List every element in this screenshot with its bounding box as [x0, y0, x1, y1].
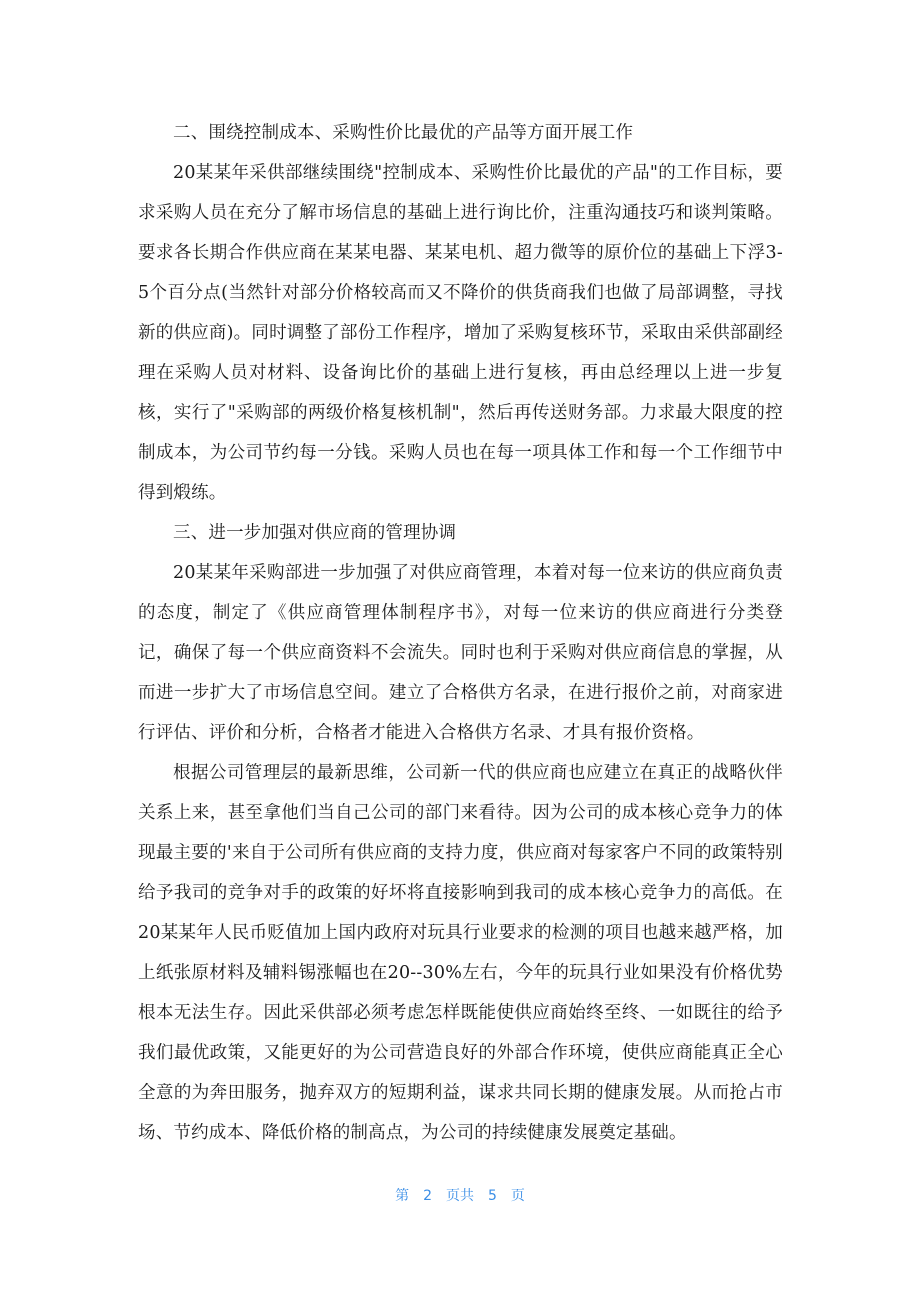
- document-body: [138, 113, 783, 1153]
- paragraph-strategic-partnership: 根据公司管理层的最新思维，公司新一代的供应商也应建立在真正的战略伙伴关系上来，甚至拿他们当自己公司的部门来看待。因为公司的成本核心竞争力的体现最主要的'来自于公司所有供应商的支持力度，供应商对每家客户不同的政策特别给予我司的竞争对手的政策的好坏将直接影响到我司的成本核心竞争力的高低。在20某某年人民币贬值加上国内政府对玩具行业要求的检测的项目也越来越严格，加上纸张原材料及辅料锡涨幅也在20--30%左右，今年的玩具行业如果没有价格优势根本无法生存。因此采供部必须考虑怎样既能使供应商始终至终、一如既往的给予我们最优政策，又能更好的为公司营造良好的外部合作环境，使供应商能真正全心全意的为奔田服务，抛弃双方的短期利益，谋求共同长期的健康发展。从而抢占市场、节约成本、降低价格的制高点，为公司的持续健康发展奠定基础。: [138, 763, 783, 1143]
- section-heading-two: 二、围绕控制成本、采购性价比最优的产品等方面开展工作: [173, 123, 634, 143]
- footer-middle: 页共: [446, 1188, 474, 1204]
- footer-suffix: 页: [510, 1188, 525, 1204]
- paragraph-supplier-management: 20某某年采购部进一步加强了对供应商管理，本着对每一位来访的供应商负责的态度，制定了《供应商管理体制程序书》，对每一位来访的供应商进行分类登记，确保了每一个供应商资料不会流失。同时也利于采购对供应商信息的掌握，从而进一步扩大了市场信息空间。建立了合格供方名录，在进行报价之前，对商家进行评估、评价和分析，合格者才能进入合格供方名录、才具有报价资格。: [138, 563, 783, 743]
- total-pages-number: 5: [488, 1188, 497, 1204]
- paragraph-cost-control: 20某某年采供部继续围绕"控制成本、采购性价比最优的产品"的工作目标，要求采购人员在充分了解市场信息的基础上进行询比价，注重沟通技巧和谈判策略。要求各长期合作供应商在某某电器、某某电机、超力微等的原价位的基础上下浮3-5个百分点(当然针对部分价格较高而又不降价的供货商我们也做了局部调整，寻找新的供应商)。同时调整了部份工作程序，增加了采购复核环节，采取由采供部副经理在采购人员对材料、设备询比价的基础上进行复核，再由总经理以上进一步复核，实行了"采购部的两级价格复核机制"，然后再传送财务部。力求最大限度的控制成本，为公司节约每一分钱。采购人员也在每一项具体工作和每一个工作细节中得到煅练。: [138, 163, 783, 503]
- section-heading-three: 三、进一步加强对供应商的管理协调: [173, 523, 457, 543]
- current-page-number: 2: [423, 1188, 432, 1204]
- footer-prefix: 第: [395, 1188, 410, 1204]
- page-footer: [0, 1185, 920, 1205]
